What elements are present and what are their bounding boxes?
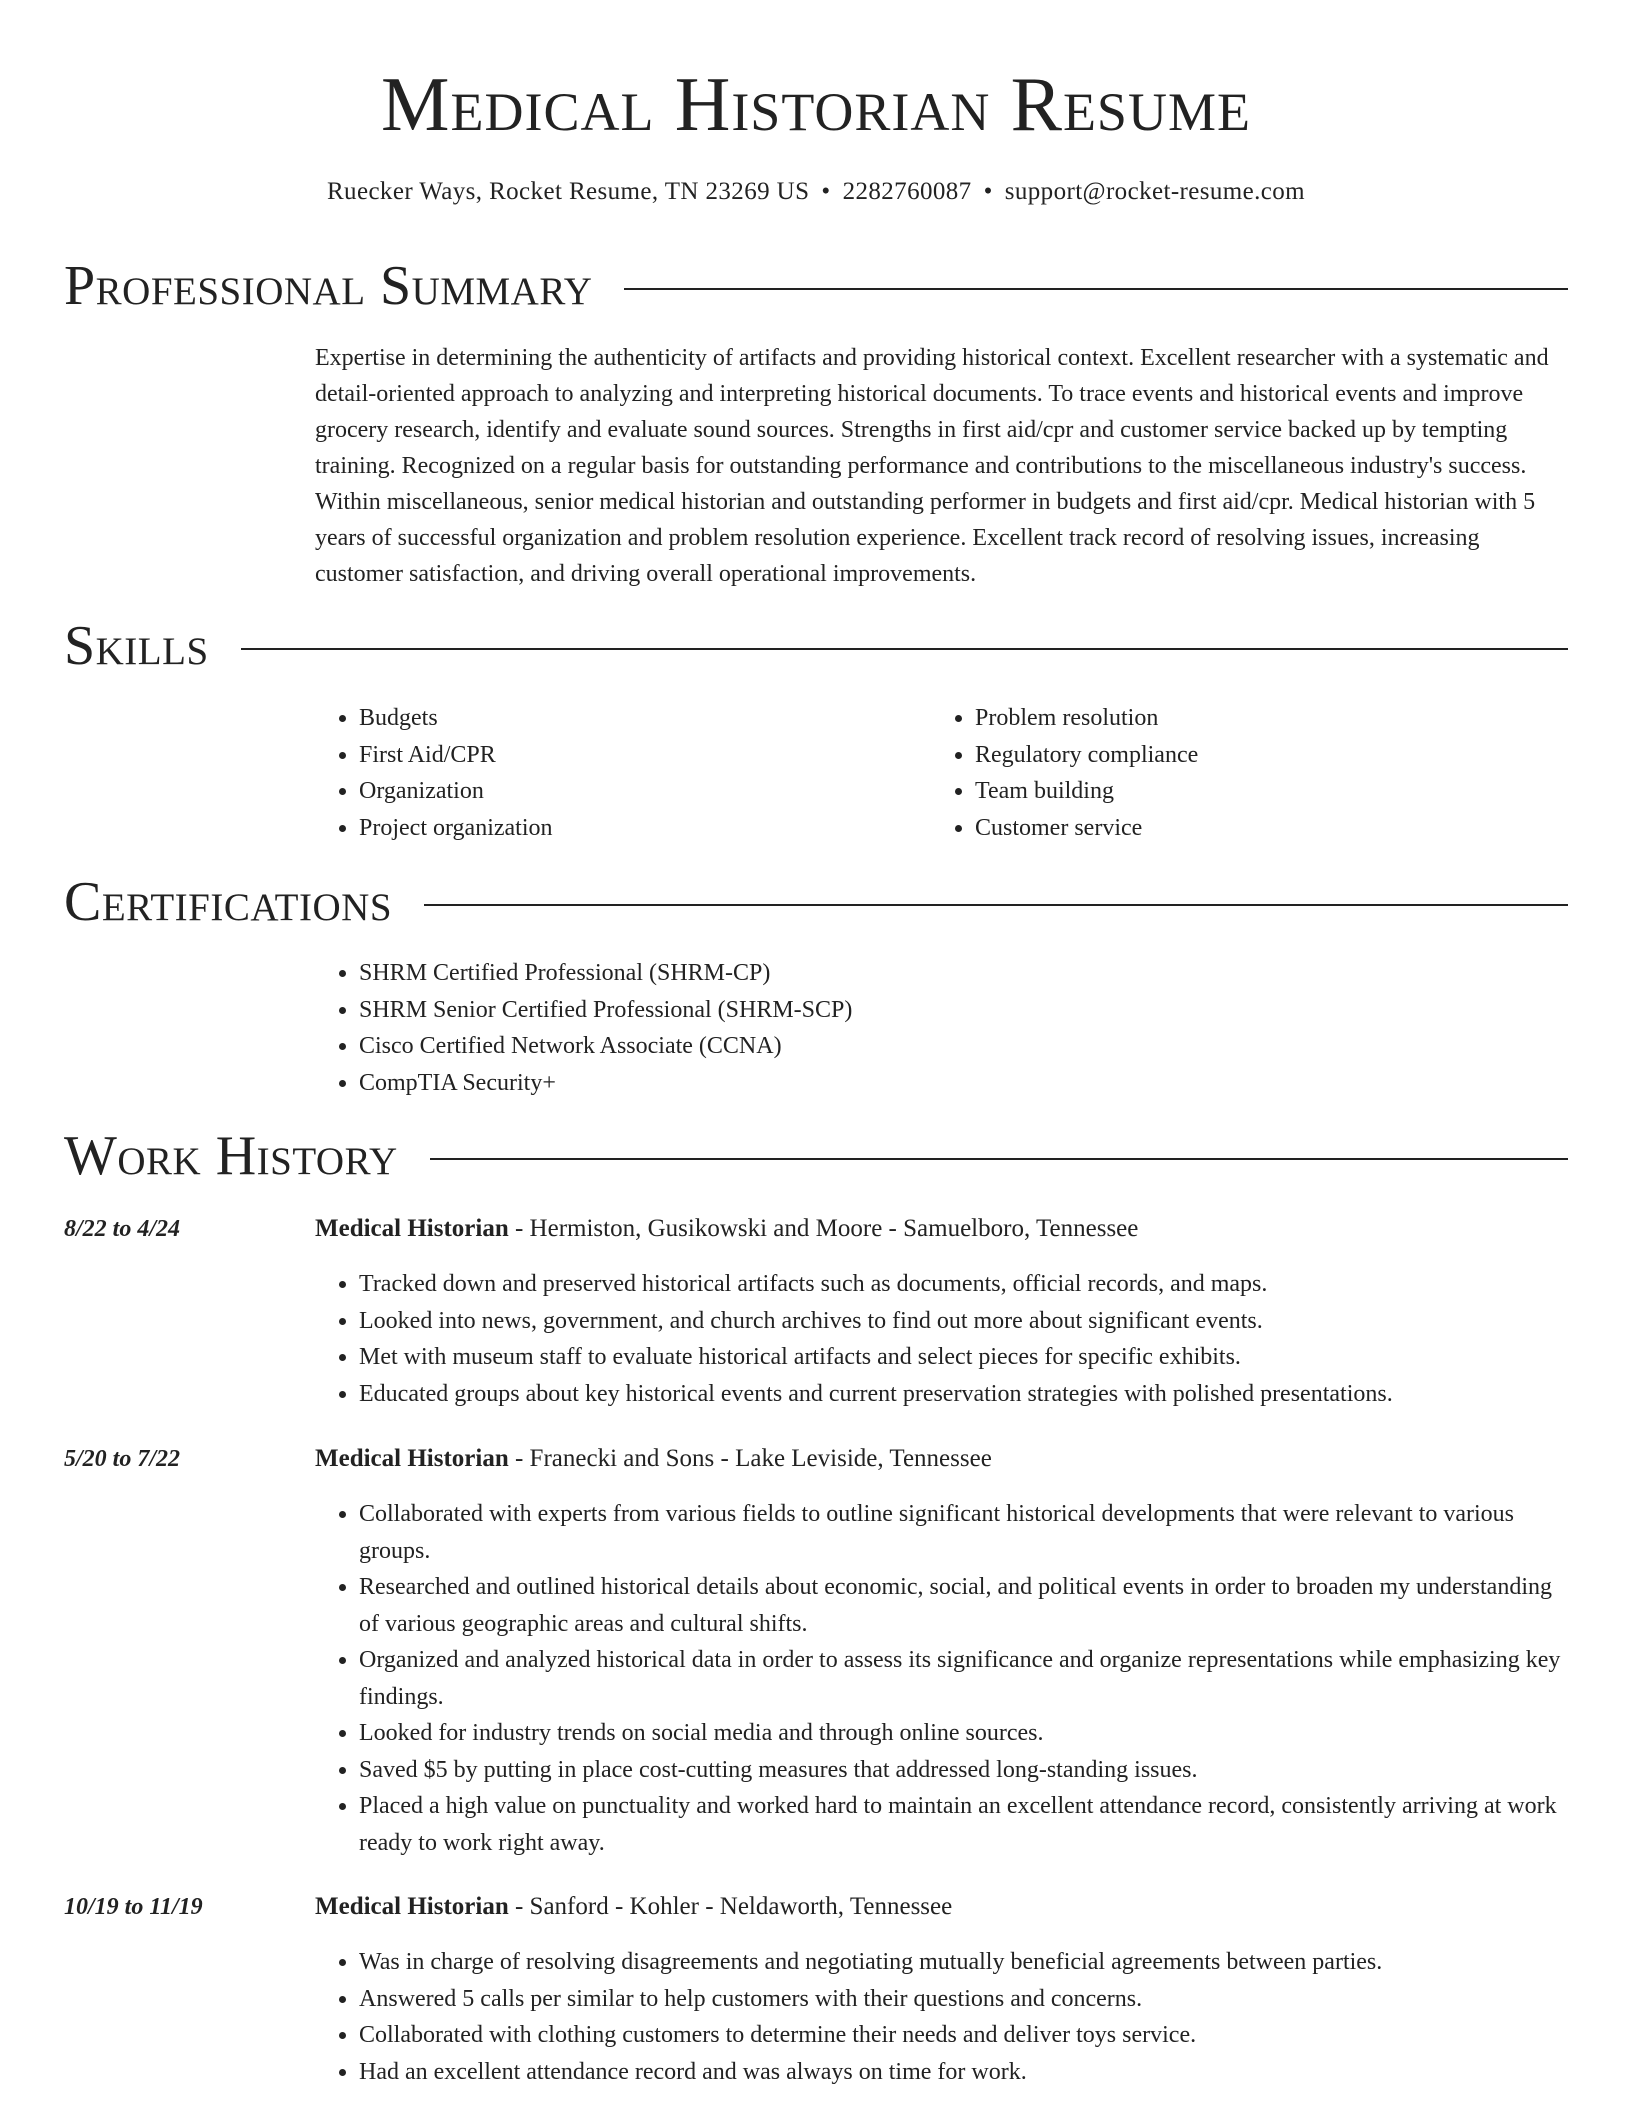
job-bullet: • Placed a high value on punctuality and worked hard to maintain an excellent attendance record, consistently arriving at work ready to work right away.	[359, 1788, 1568, 1861]
contact-address: Ruecker Ways, Rocket Resume, TN 23269 US	[326, 178, 810, 205]
contact-line	[0, 176, 1632, 208]
skill-item: • First Aid/CPR	[359, 737, 553, 774]
job-bullet: • Educated groups about key historical events and current preservation strategies with polished presentations.	[359, 1376, 1568, 1413]
summary-section-header	[64, 254, 1568, 318]
job-bullet: • Looked into news, government, and church archives to find out more about significant events.	[359, 1303, 1568, 1340]
section-divider	[424, 904, 1568, 906]
job-title-line	[315, 1213, 1568, 1245]
job-title-line	[315, 1443, 1568, 1475]
job-employer: - Franecki and Sons - Lake Leviside, Tennessee	[508, 1445, 992, 1472]
skill-item: • Team building	[975, 773, 1198, 810]
job-role: Medical Historian	[315, 1893, 509, 1920]
job-bullets	[315, 1944, 1568, 2090]
job-bullet: • Tracked down and preserved historical artifacts such as documents, official records, and maps.	[359, 1266, 1568, 1303]
job-role: Medical Historian	[315, 1215, 509, 1242]
job-employer: - Sanford - Kohler - Neldaworth, Tennessee	[508, 1893, 953, 1920]
job-role: Medical Historian	[315, 1445, 509, 1472]
certifications-list	[315, 955, 852, 1101]
job-bullet: • Researched and outlined historical details about economic, social, and political events in order to broaden my understanding of various geographic areas and cultural shifts.	[359, 1569, 1568, 1642]
certification-item: • SHRM Senior Certified Professional (SHRM-SCP)	[359, 992, 852, 1029]
skill-item: • Project organization	[359, 810, 553, 847]
job-employer: - Hermiston, Gusikowski and Moore - Samuelboro, Tennessee	[508, 1215, 1139, 1242]
certification-item: • CompTIA Security+	[359, 1065, 852, 1102]
skill-item: • Problem resolution	[975, 700, 1198, 737]
skill-item: • Budgets	[359, 700, 553, 737]
section-divider	[241, 648, 1568, 650]
certification-item: • Cisco Certified Network Associate (CCNA)	[359, 1028, 852, 1065]
work-heading: Work History	[64, 1125, 398, 1187]
skill-item: • Regulatory compliance	[975, 737, 1198, 774]
section-divider	[430, 1158, 1568, 1160]
skills-column-right	[931, 700, 1198, 846]
contact-separator: •	[983, 178, 993, 205]
job-dates: 5/20 to 7/22	[64, 1446, 181, 1472]
job-bullet: • Answered 5 calls per similar to help customers with their questions and concerns.	[359, 1981, 1568, 2018]
job-bullet: • Had an excellent attendance record and was always on time for work.	[359, 2054, 1568, 2091]
job-bullet: • Collaborated with experts from various fields to outline significant historical developments that were relevant to various groups.	[359, 1496, 1568, 1569]
job-bullet: • Saved $5 by putting in place cost-cutting measures that addressed long-standing issues.	[359, 1752, 1568, 1789]
certifications-heading: Certifications	[64, 871, 393, 933]
summary-heading: Professional Summary	[64, 255, 593, 317]
job-bullet: • Organized and analyzed historical data in order to assess its significance and organize representations while emphasizing key findings.	[359, 1642, 1568, 1715]
skills-column-left	[315, 700, 553, 846]
skills-section-header	[64, 614, 1568, 678]
work-section-header	[64, 1124, 1568, 1188]
job-bullet: • Met with museum staff to evaluate historical artifacts and select pieces for specific exhibits.	[359, 1339, 1568, 1376]
job-bullets	[315, 1496, 1568, 1861]
certification-item: • SHRM Certified Professional (SHRM-CP)	[359, 955, 852, 992]
job-bullets	[315, 1266, 1568, 1412]
contact-email: support@rocket-resume.com	[1004, 178, 1306, 205]
job-bullet: • Collaborated with clothing customers to determine their needs and deliver toys service.	[359, 2017, 1568, 2054]
job-title-line	[315, 1891, 1568, 1923]
contact-phone: 2282760087	[842, 178, 972, 205]
skills-heading: Skills	[64, 615, 209, 677]
certifications-section-header	[64, 870, 1568, 934]
job-bullet: • Looked for industry trends on social media and through online sources.	[359, 1715, 1568, 1752]
job-dates: 10/19 to 11/19	[64, 1894, 203, 1920]
section-divider	[624, 288, 1568, 290]
summary-text: Expertise in determining the authenticity of artifacts and providing historical context. Excellent researcher with a systematic and detail-oriented approach to analyzing and interpreting historical documents. To trace events and historical events and improve grocery research, identify and evaluate sound sources. Strengths in first aid/cpr and customer service backed up by tempting training. Recognized on a regular basis for outstanding performance and contributions to the miscellaneous industry's success. Within miscellaneous, senior medical historian and outstanding performer in budgets and first aid/cpr. Medical historian with 5 years of successful organization and problem resolution experience. Excellent track record of resolving issues, increasing customer satisfaction, and driving overall operational improvements.	[315, 345, 1549, 587]
contact-separator: •	[821, 178, 831, 205]
job-bullet: • Was in charge of resolving disagreements and negotiating mutually beneficial agreements between parties.	[359, 1944, 1568, 1981]
job-dates: 8/22 to 4/24	[64, 1216, 181, 1242]
skill-item: • Customer service	[975, 810, 1198, 847]
skill-item: • Organization	[359, 773, 553, 810]
resume-title: Medical Historian Resume	[381, 61, 1251, 147]
